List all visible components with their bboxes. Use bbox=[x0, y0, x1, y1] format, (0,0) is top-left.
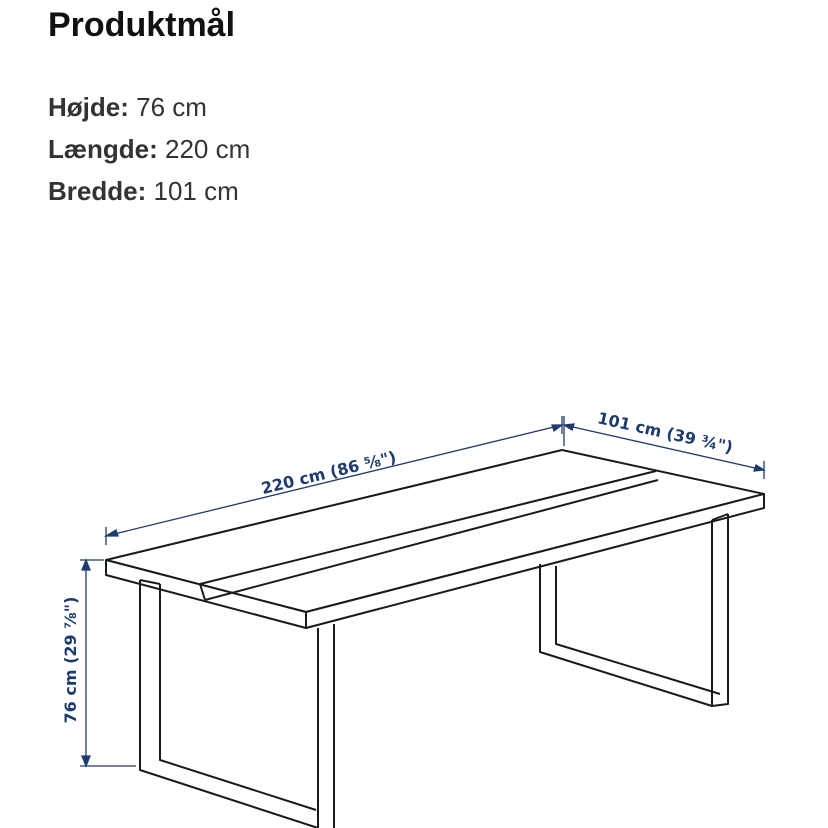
width-dimension-label: 101 cm (39 ¾") bbox=[595, 408, 735, 457]
dimension-label: Længde: bbox=[48, 134, 158, 164]
page-title: Produktmål bbox=[48, 6, 236, 44]
dimension-value: 220 cm bbox=[165, 134, 251, 164]
dimension-label: Højde: bbox=[48, 92, 129, 122]
height-dimension-label: 76 cm (29 ⅞") bbox=[61, 596, 80, 724]
table-dimension-drawing bbox=[0, 400, 828, 828]
dimension-width bbox=[48, 170, 250, 212]
table-illustration bbox=[106, 450, 764, 828]
dimension-value: 101 cm bbox=[153, 176, 239, 206]
dimension-list bbox=[48, 86, 250, 212]
dimension-height bbox=[48, 86, 250, 128]
length-dimension-label: 220 cm (86 ⅝") bbox=[259, 447, 399, 499]
dimension-label: Bredde: bbox=[48, 176, 147, 206]
dimension-value: 76 cm bbox=[136, 92, 207, 122]
dimension-length bbox=[48, 128, 250, 170]
